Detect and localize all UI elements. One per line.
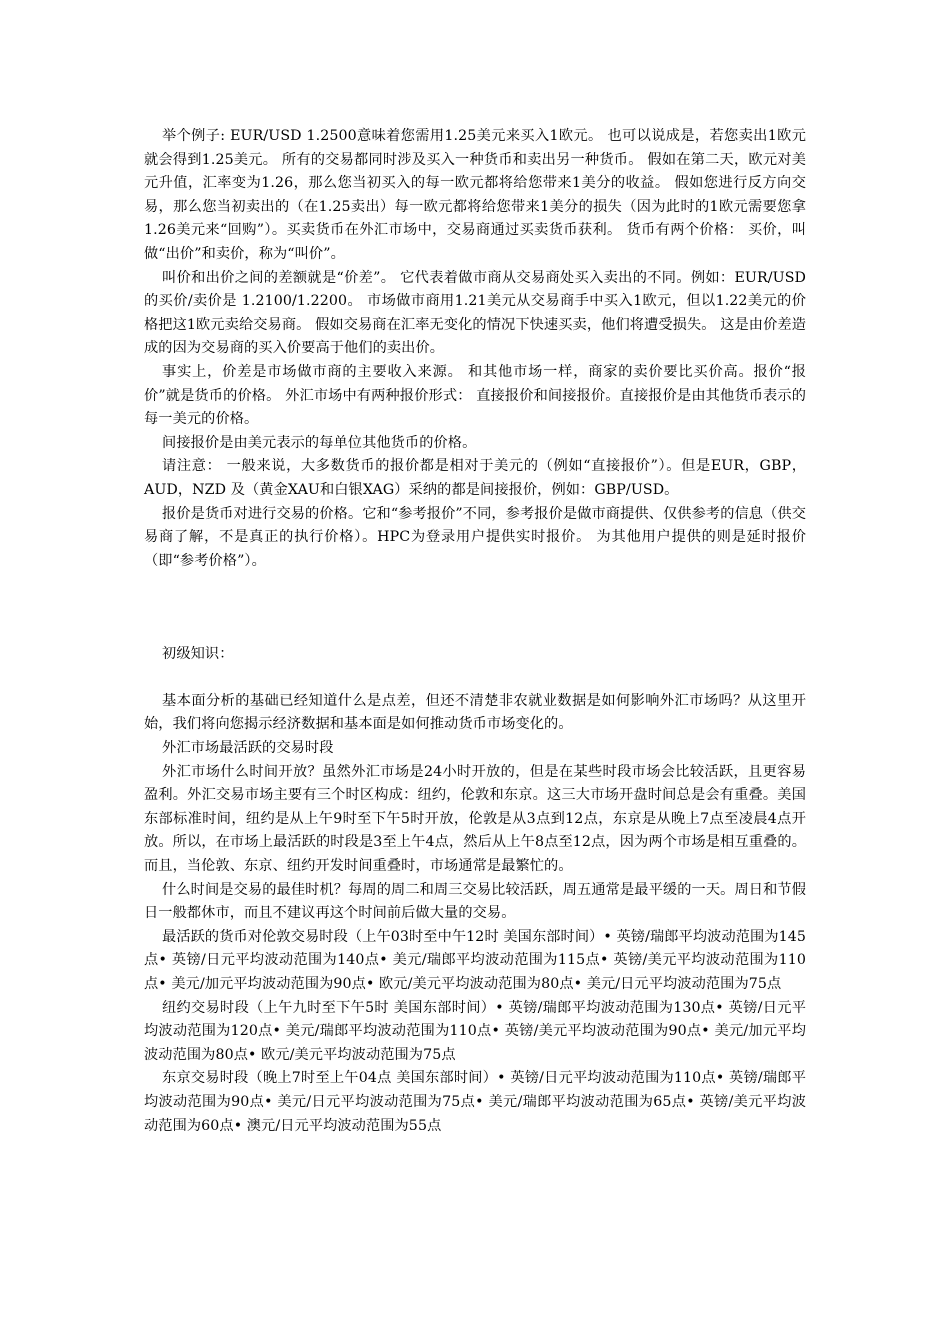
section-heading: 初级知识： — [162, 646, 234, 663]
paragraph-example: 举个例子: EUR/USD 1.2500意味着您需用1.25美元来买入1欧元。 也可以说成是，若您卖出1欧元就会得到1.25美元。 所有的交易都同时涉及买入一种货币和卖出另一种货币。 假如在第二天，欧元对美元升值，汇率变为1.26，那么您当初买入的每一欧元都将给您带来1美分的收益。 假如您进行反方向交易，那么您当初卖出的（在1.25卖出）每一欧元都将给您带来1美分的损失（因为此时的1欧元需要您拿1.26美元来“回购”）。买卖货币在外汇市场中，交易商通过买卖货币获利。 货币有两个价格： 买价，叫做“出价”和卖价，称为“叫价”。 — [144, 128, 806, 262]
paragraph-spread-income: 事实上，价差是市场做市商的主要收入来源。 和其他市场一样，商家的卖价要比买价高。报价“报价”就是货币的价格。 外汇市场中有两种报价形式： 直接报价和间接报价。直接报价是由其他货币表示的每一美元的价格。 — [144, 363, 806, 428]
spacer — [144, 573, 806, 643]
paragraph-london-session: 最活跃的货币对伦敦交易时段（上午03时至中午12时 美国东部时间）• 英镑/瑞郎平均波动范围为145点• 英镑/日元平均波动范围为140点• 美元/瑞郎平均波动范围为115点• 英镑/美元平均波动范围为110点• 美元/加元平均波动范围为90点• 欧元/美元平均波动范围为80点• 美元/日元平均波动范围为75点 — [144, 928, 806, 992]
paragraph-quote-price: 报价是货币对进行交易的价格。它和“参考报价”不同，参考报价是做市商提供、仅供参考的信息（供交易商了解，不是真正的执行价格）。HPC为登录用户提供实时报价。 为其他用户提供的则是延时报价（即“参考价格”）。 — [144, 505, 806, 569]
paragraph-market-hours: 外汇市场什么时间开放？虽然外汇市场是24小时开放的，但是在某些时段市场会比较活跃，且更容易盈利。外汇交易市场主要有三个时区构成：纽约，伦敦和东京。这三大市场开盘时间总是会有重叠。美国东部标准时间，纽约是从上午9时至下午5时开放，伦敦是从3点到12点，东京是从晚上7点至凌晨4点开放。所以，在市场上最活跃的时段是3至上午4点，然后从上午8点至12点，因为两个市场是相互重叠的。而且，当伦敦、东京、纽约开发时间重叠时，市场通常是最繁忙的。 — [144, 763, 806, 875]
paragraph-spread: 叫价和出价之间的差额就是“价差”。 它代表着做市商从交易商处买入卖出的不同。例如：EUR/USD的买价/卖价是 1.2100/1.2200。 市场做市商用1.21美元从交易商手中买入1欧元，但以1.22美元的价格把这1欧元卖给交易商。 假如交易商在汇率无变化的情况下快速买卖，他们将遭受损失。 这是由价差造成的因为交易商的买入价要高于他们的卖出价。 — [144, 269, 806, 357]
section-quotes — [144, 125, 806, 573]
paragraph-indirect-quote: 间接报价是由美元表示的每单位其他货币的价格。 — [162, 434, 477, 451]
paragraph-subheading: 外汇市场最活跃的交易时段 — [162, 740, 334, 757]
paragraph-newyork-session: 纽约交易时段（上午九时至下午5时 美国东部时间）• 英镑/瑞郎平均波动范围为130点• 英镑/日元平均波动范围为120点• 美元/瑞郎平均波动范围为110点• 英镑/美元平均波动范围为90点• 美元/加元平均波动范围为80点• 欧元/美元平均波动范围为75点 — [144, 999, 806, 1063]
paragraph-fundamentals: 基本面分析的基础已经知道什么是点差，但还不清楚非农就业数据是如何影响外汇市场吗？从这里开始，我们将向您揭示经济数据和基本面是如何推动货币市场变化的。 — [144, 692, 806, 733]
paragraph-tokyo-session: 东京交易时段（晚上7时至上午04点 美国东部时间）• 英镑/日元平均波动范围为110点• 英镑/瑞郎平均波动范围为90点• 美元/日元平均波动范围为75点• 美元/瑞郎平均波动范围为65点• 英镑/美元平均波动范围为60点• 澳元/日元平均波动范围为55点 — [144, 1070, 806, 1134]
paragraph-best-time: 什么时间是交易的最佳时机？每周的周二和周三交易比较活跃，周五通常是最平缓的一天。周日和节假日一般都休市，而且不建议再这个时间前后做大量的交易。 — [144, 881, 806, 922]
document-page — [144, 125, 806, 1138]
section-basics — [144, 690, 806, 1138]
paragraph-note: 请注意： 一般来说，大多数货币的报价都是相对于美元的（例如“直接报价”）。但是EUR，GBP，AUD，NZD 及（黄金XAU和白银XAG）采纳的都是间接报价，例如：GBP/USD。 — [144, 458, 806, 498]
spacer — [144, 667, 806, 690]
